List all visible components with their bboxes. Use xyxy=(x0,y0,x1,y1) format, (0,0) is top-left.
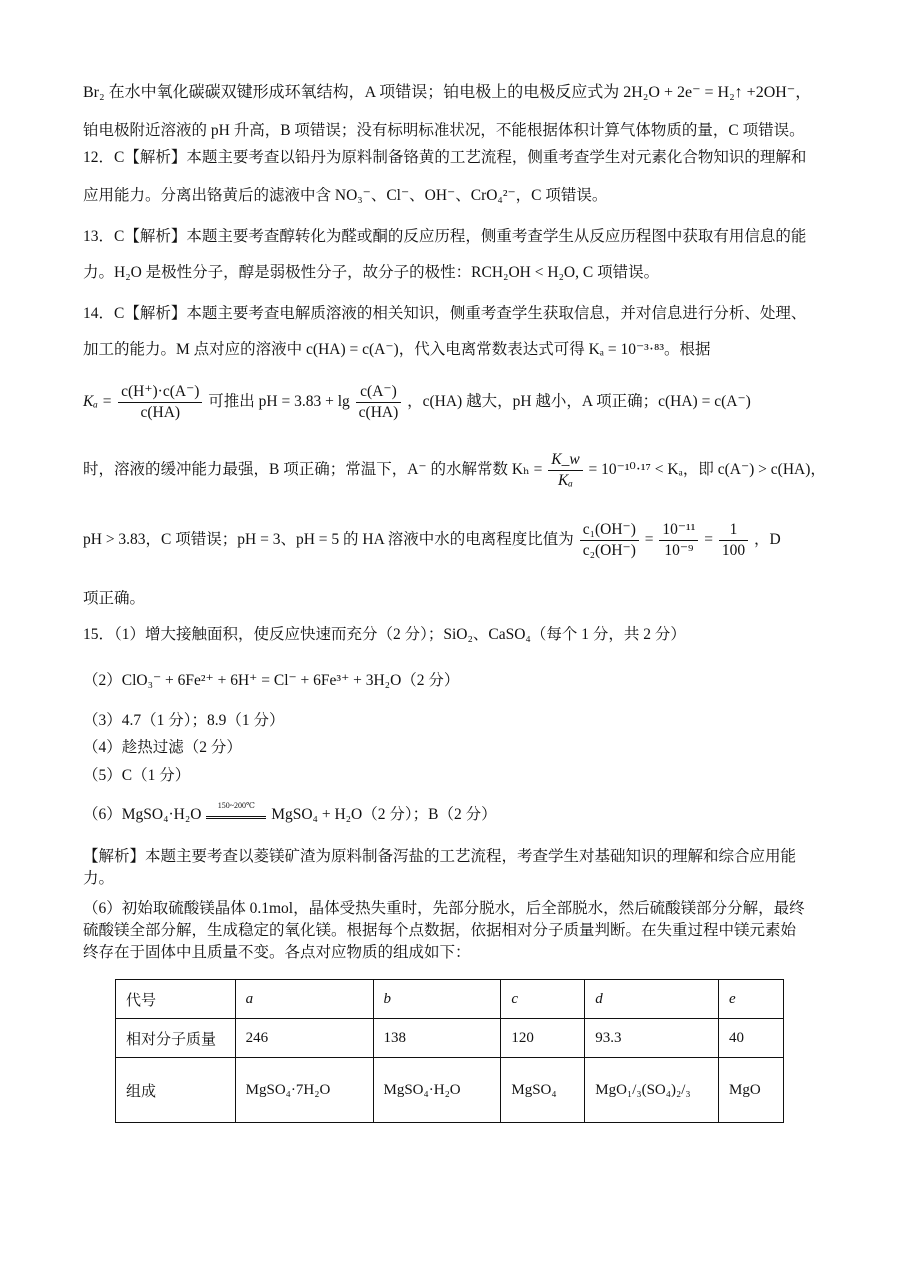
formula-ratio xyxy=(83,520,781,561)
table-row xyxy=(116,1058,784,1123)
answer-13 xyxy=(83,226,826,248)
table-cell: MgO xyxy=(719,1058,784,1123)
formula-text: = 10⁻¹⁰·¹⁷ < Kₐ，即 c(A⁻) > c(HA)， xyxy=(588,461,826,479)
table-cell: 93.3 xyxy=(585,1019,719,1058)
denominator: c(HA) xyxy=(358,404,399,421)
answer-15-1 xyxy=(83,624,826,646)
fraction-ka xyxy=(118,382,202,423)
composition-table xyxy=(115,979,784,1123)
answer-12-line2 xyxy=(83,185,826,207)
fraction-result xyxy=(719,520,748,561)
table-cell: 相对分子质量 xyxy=(116,1019,236,1058)
denominator: Kₐ xyxy=(558,472,573,489)
answer-14-line2 xyxy=(83,339,826,361)
table-cell: e xyxy=(719,980,784,1019)
table-cell: MgSO₄ xyxy=(501,1058,585,1123)
table-cell: 246 xyxy=(235,1019,373,1058)
text-line: 加工的能力。M 点对应的溶液中 c(HA) = c(A⁻)，代入电离常数表达式可得 Kₐ = 10⁻³·⁸³。根据 xyxy=(83,341,711,358)
table-cell: MgSO₄·H₂O xyxy=(373,1058,501,1123)
text-line: 项正确。 xyxy=(83,590,146,607)
text-line: 应用能力。分离出铬黄后的滤液中含 NO₃⁻、Cl⁻、OH⁻、CrO₄²⁻，C 项错误。 xyxy=(83,187,608,204)
numerator: c₁(OH⁻) xyxy=(580,520,639,541)
text-line: 铂电极附近溶液的 pH 升高，B 项错误；没有标明标准状况，不能根据体积计算气体物质的量，C 项错误。 xyxy=(83,122,805,139)
numerator: c(H⁺)·c(A⁻) xyxy=(118,382,202,403)
text-line: 【解析】本题主要考查以菱镁矿渣为原料制备泻盐的工艺流程，考查学生对基础知识的理解和综合应用能 xyxy=(83,848,797,865)
text-line: （6）初始取硫酸镁晶体 0.1mol，晶体受热失重时，先部分脱水，后全部脱水，然后硫酸镁部分分解，最终 xyxy=(83,900,805,917)
answer-15-2 xyxy=(83,670,826,692)
fraction-powers xyxy=(659,520,698,561)
condition-text: 150~200℃ xyxy=(217,801,255,810)
answer-15-3 xyxy=(83,710,826,732)
text-line: 14．C【解析】本题主要考查电解质溶液的相关知识，侧重考查学生获取信息，并对信息进行分析、处理、 xyxy=(83,305,807,322)
formula-kh xyxy=(83,450,826,491)
formula-ka xyxy=(83,382,751,423)
formula-text: 时，溶液的缓冲能力最强，B 项正确；常温下，A⁻ 的水解常数 Kₕ = xyxy=(83,461,543,479)
answer-13-line2 xyxy=(83,262,826,284)
text-line: 终存在于固体中且质量不变。各点对应物质的组成如下： xyxy=(83,944,471,961)
equals: = xyxy=(644,531,654,549)
text-line: 硫酸镁全部分解，生成稳定的氧化镁。根据每个点数据，依据相对分子质量判断。在失重过程中镁元素始 xyxy=(83,922,797,939)
denominator: c(HA) xyxy=(140,404,181,421)
paragraph-11-continued-2 xyxy=(83,120,826,142)
table-cell: 组成 xyxy=(116,1058,236,1123)
answer-15-5 xyxy=(83,765,826,787)
table-cell: MgSO₄·7H₂O xyxy=(235,1058,373,1123)
fraction-kh xyxy=(548,450,582,491)
text-line: 13．C【解析】本题主要考查醇转化为醛或酮的反应历程，侧重考查学生从反应历程图中获取有用信息的能 xyxy=(83,228,807,245)
formula-text: pH > 3.83，C 项错误；pH = 3、pH = 5 的 HA 溶液中水的电离程度比值为 xyxy=(83,531,574,549)
paragraph-11-continued xyxy=(83,82,826,104)
fraction-oh xyxy=(580,520,639,561)
equation-right: MgSO₄ + H₂O（2 分）；B（2 分） xyxy=(271,806,497,823)
answer-12 xyxy=(83,147,826,169)
numerator: c(A⁻) xyxy=(356,382,402,403)
ka-label: Kₐ = xyxy=(83,393,113,411)
text-line: Br₂ 在水中氧化碳碳双键形成环氧结构，A 项错误；铂电极上的电极反应式为 2H₂O + 2e⁻ = H₂↑ +2OH⁻， xyxy=(83,84,812,101)
table-row xyxy=(116,1019,784,1058)
formula-text: 可推出 pH = 3.83 + lg xyxy=(208,393,350,411)
text-line: （5）C（1 分） xyxy=(83,767,191,784)
denominator: c₂(OH⁻) xyxy=(582,542,636,559)
analysis-intro xyxy=(83,846,826,890)
numerator: 1 xyxy=(719,520,748,541)
table-cell: b xyxy=(373,980,501,1019)
text-line: 力。 xyxy=(83,870,115,887)
equals-sign xyxy=(206,816,266,819)
text-line: 15．（1）增大接触面积，使反应快速而充分（2 分）；SiO₂、CaSO₄（每个 1 分，共 2 分） xyxy=(83,626,686,643)
table-cell: 120 xyxy=(501,1019,585,1058)
denominator: 100 xyxy=(721,542,746,559)
answer-15-6 xyxy=(83,802,497,824)
table-cell: 40 xyxy=(719,1019,784,1058)
table-cell: c xyxy=(501,980,585,1019)
text-line: （2）ClO₃⁻ + 6Fe²⁺ + 6H⁺ = Cl⁻ + 6Fe³⁺ + 3H₂O（2 分） xyxy=(83,672,460,689)
answer-15-4 xyxy=(83,737,826,759)
text-line: 力。H₂O 是极性分子，醇是弱极性分子，故分子的极性：RCH₂OH < H₂O, C 项错误。 xyxy=(83,264,660,281)
equals: = xyxy=(704,531,713,549)
formula-text: ，c(HA) 越大，pH 越小，A 项正确；c(HA) = c(A⁻) xyxy=(407,393,751,411)
table-cell: 代号 xyxy=(116,980,236,1019)
table-cell: 138 xyxy=(373,1019,501,1058)
text-line: （3）4.7（1 分）；8.9（1 分） xyxy=(83,712,285,729)
table-cell: a xyxy=(235,980,373,1019)
numerator: K_w xyxy=(548,450,582,471)
answer-14 xyxy=(83,303,826,325)
table-row xyxy=(116,980,784,1019)
formula-text: ，D xyxy=(753,531,781,549)
analysis-6 xyxy=(83,898,826,964)
text-line: （4）趁热过滤（2 分） xyxy=(83,739,242,756)
denominator: 10⁻⁹ xyxy=(664,542,694,559)
answer-14-end xyxy=(83,588,826,610)
table-cell: MgO₁/₃(SO₄)₂/₃ xyxy=(585,1058,719,1123)
text-line: 12．C【解析】本题主要考查以铅丹为原料制备铬黄的工艺流程，侧重考查学生对元素化合物知识的理解和 xyxy=(83,149,807,166)
numerator: 10⁻¹¹ xyxy=(659,520,698,541)
equation-left: （6）MgSO₄·H₂O xyxy=(83,806,202,823)
table-cell: d xyxy=(585,980,719,1019)
reaction-condition xyxy=(206,801,266,819)
fraction-lg xyxy=(356,382,402,423)
